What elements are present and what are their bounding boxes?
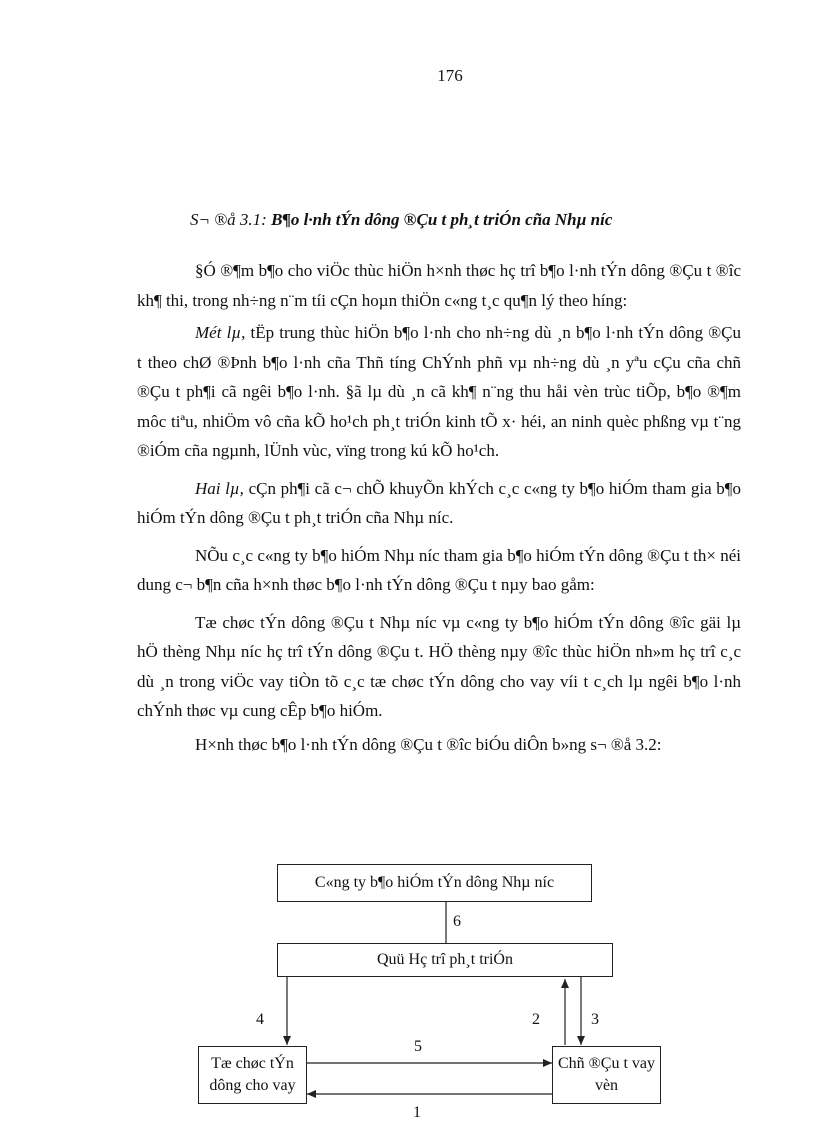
label-5: 5 [414,1038,422,1055]
label-4: 4 [256,1011,264,1028]
paragraph-5: Tæ chøc tÝn dông ®Çu t Nhµ níc vµ c«ng ty b¶o hiÓm tÝn dông ®îc gäi lµ hÖ thèng Nhµ níc hç trî tÝn dông ®Çu t. HÖ thèng nµy ®îc thùc hiÖn nh»m hç trî c¸c dù ¸n trong viÖc vay tiÒn tõ c¸c tæ chøc tÝn dông cho vay víi t c¸ch lµ ngêi b¶o l·nh chÝnh thøc vµ cung cÊp b¶o hiÓm. [137,612,741,720]
paragraph-4: NÕu c¸c c«ng ty b¶o hiÓm Nhµ níc tham gia b¶o hiÓm tÝn dông ®Çu t th× néi dung c¬ b¶n cña h×nh thøc b¶o l·nh tÝn dông ®Çu t nµy bao gåm: [137,545,741,594]
label-1: 1 [413,1104,421,1121]
label-3: 3 [591,1011,599,1028]
label-2: 2 [532,1011,540,1028]
lead-in-hai-la: Hai lµ, [195,478,244,498]
label-6: 6 [453,913,461,930]
caption-title: B¶o l·nh tÝn dông ®Çu t ph¸t triÓn cña Nhµ níc [271,210,613,229]
investor-box: Chñ ®Çu t vay vèn [552,1046,661,1104]
page-number: 176 [437,66,463,85]
insurance-company-box: C«ng ty b¶o hiÓm tÝn dông Nhµ níc [277,864,592,902]
lead-in-mot-la: Mét lµ, [195,323,246,342]
development-fund-box: Quü Hç trî ph¸t triÓn [277,943,613,977]
paragraph-2-text: tËp trung thùc hiÖn b¶o l·nh cho nh÷ng dù ¸n b¶o l·nh tÝn dông ®Çu t theo chØ ®Þnh b¶o l·nh cña Thñ tíng ChÝnh phñ vµ nh÷ng dù ¸n yªu cÇu cña chñ ®Çu t ph¶i cã ngêi b¶o l·nh. §ã lµ dù ¸n cã kh¶ n¨ng thu håi vèn trùc tiÕp, b¶o ®¶m môc tiªu, nhiÖm vô cña kÕ ho¹ch ph¸t triÓn kinh tÕ x· héi, an ninh quèc phßng vµ t¨ng ®iÓm cña ngµnh, lÜnh vùc, vïng trong kú kÕ ho¹ch. [137,323,741,460]
paragraph-6: H×nh thøc b¶o l·nh tÝn dông ®Çu t ®îc biÓu diÔn b»ng s¬ ®å 3.2: [195,734,662,754]
paragraph-3-text: cÇn ph¶i cã c¬ chÕ khuyÕn khÝch c¸c c«ng ty b¶o hiÓm tham gia b¶o hiÓm tÝn dông ®Çu t ph¸t triÓn cña Nhµ níc. [137,478,741,527]
caption-prefix: S¬ ®å 3.1: [190,210,267,229]
paragraph-1: §Ó ®¶m b¶o cho viÖc thùc hiÖn h×nh thøc hç trî b¶o l·nh tÝn dông ®Çu t ®îc kh¶ thi, trong nh÷ng n¨m tíi cÇn hoµn thiÖn c«ng t¸c qu¶n lý theo híng: [137,261,741,310]
credit-institution-box: Tæ chøc tÝn dông cho vay [198,1046,307,1104]
